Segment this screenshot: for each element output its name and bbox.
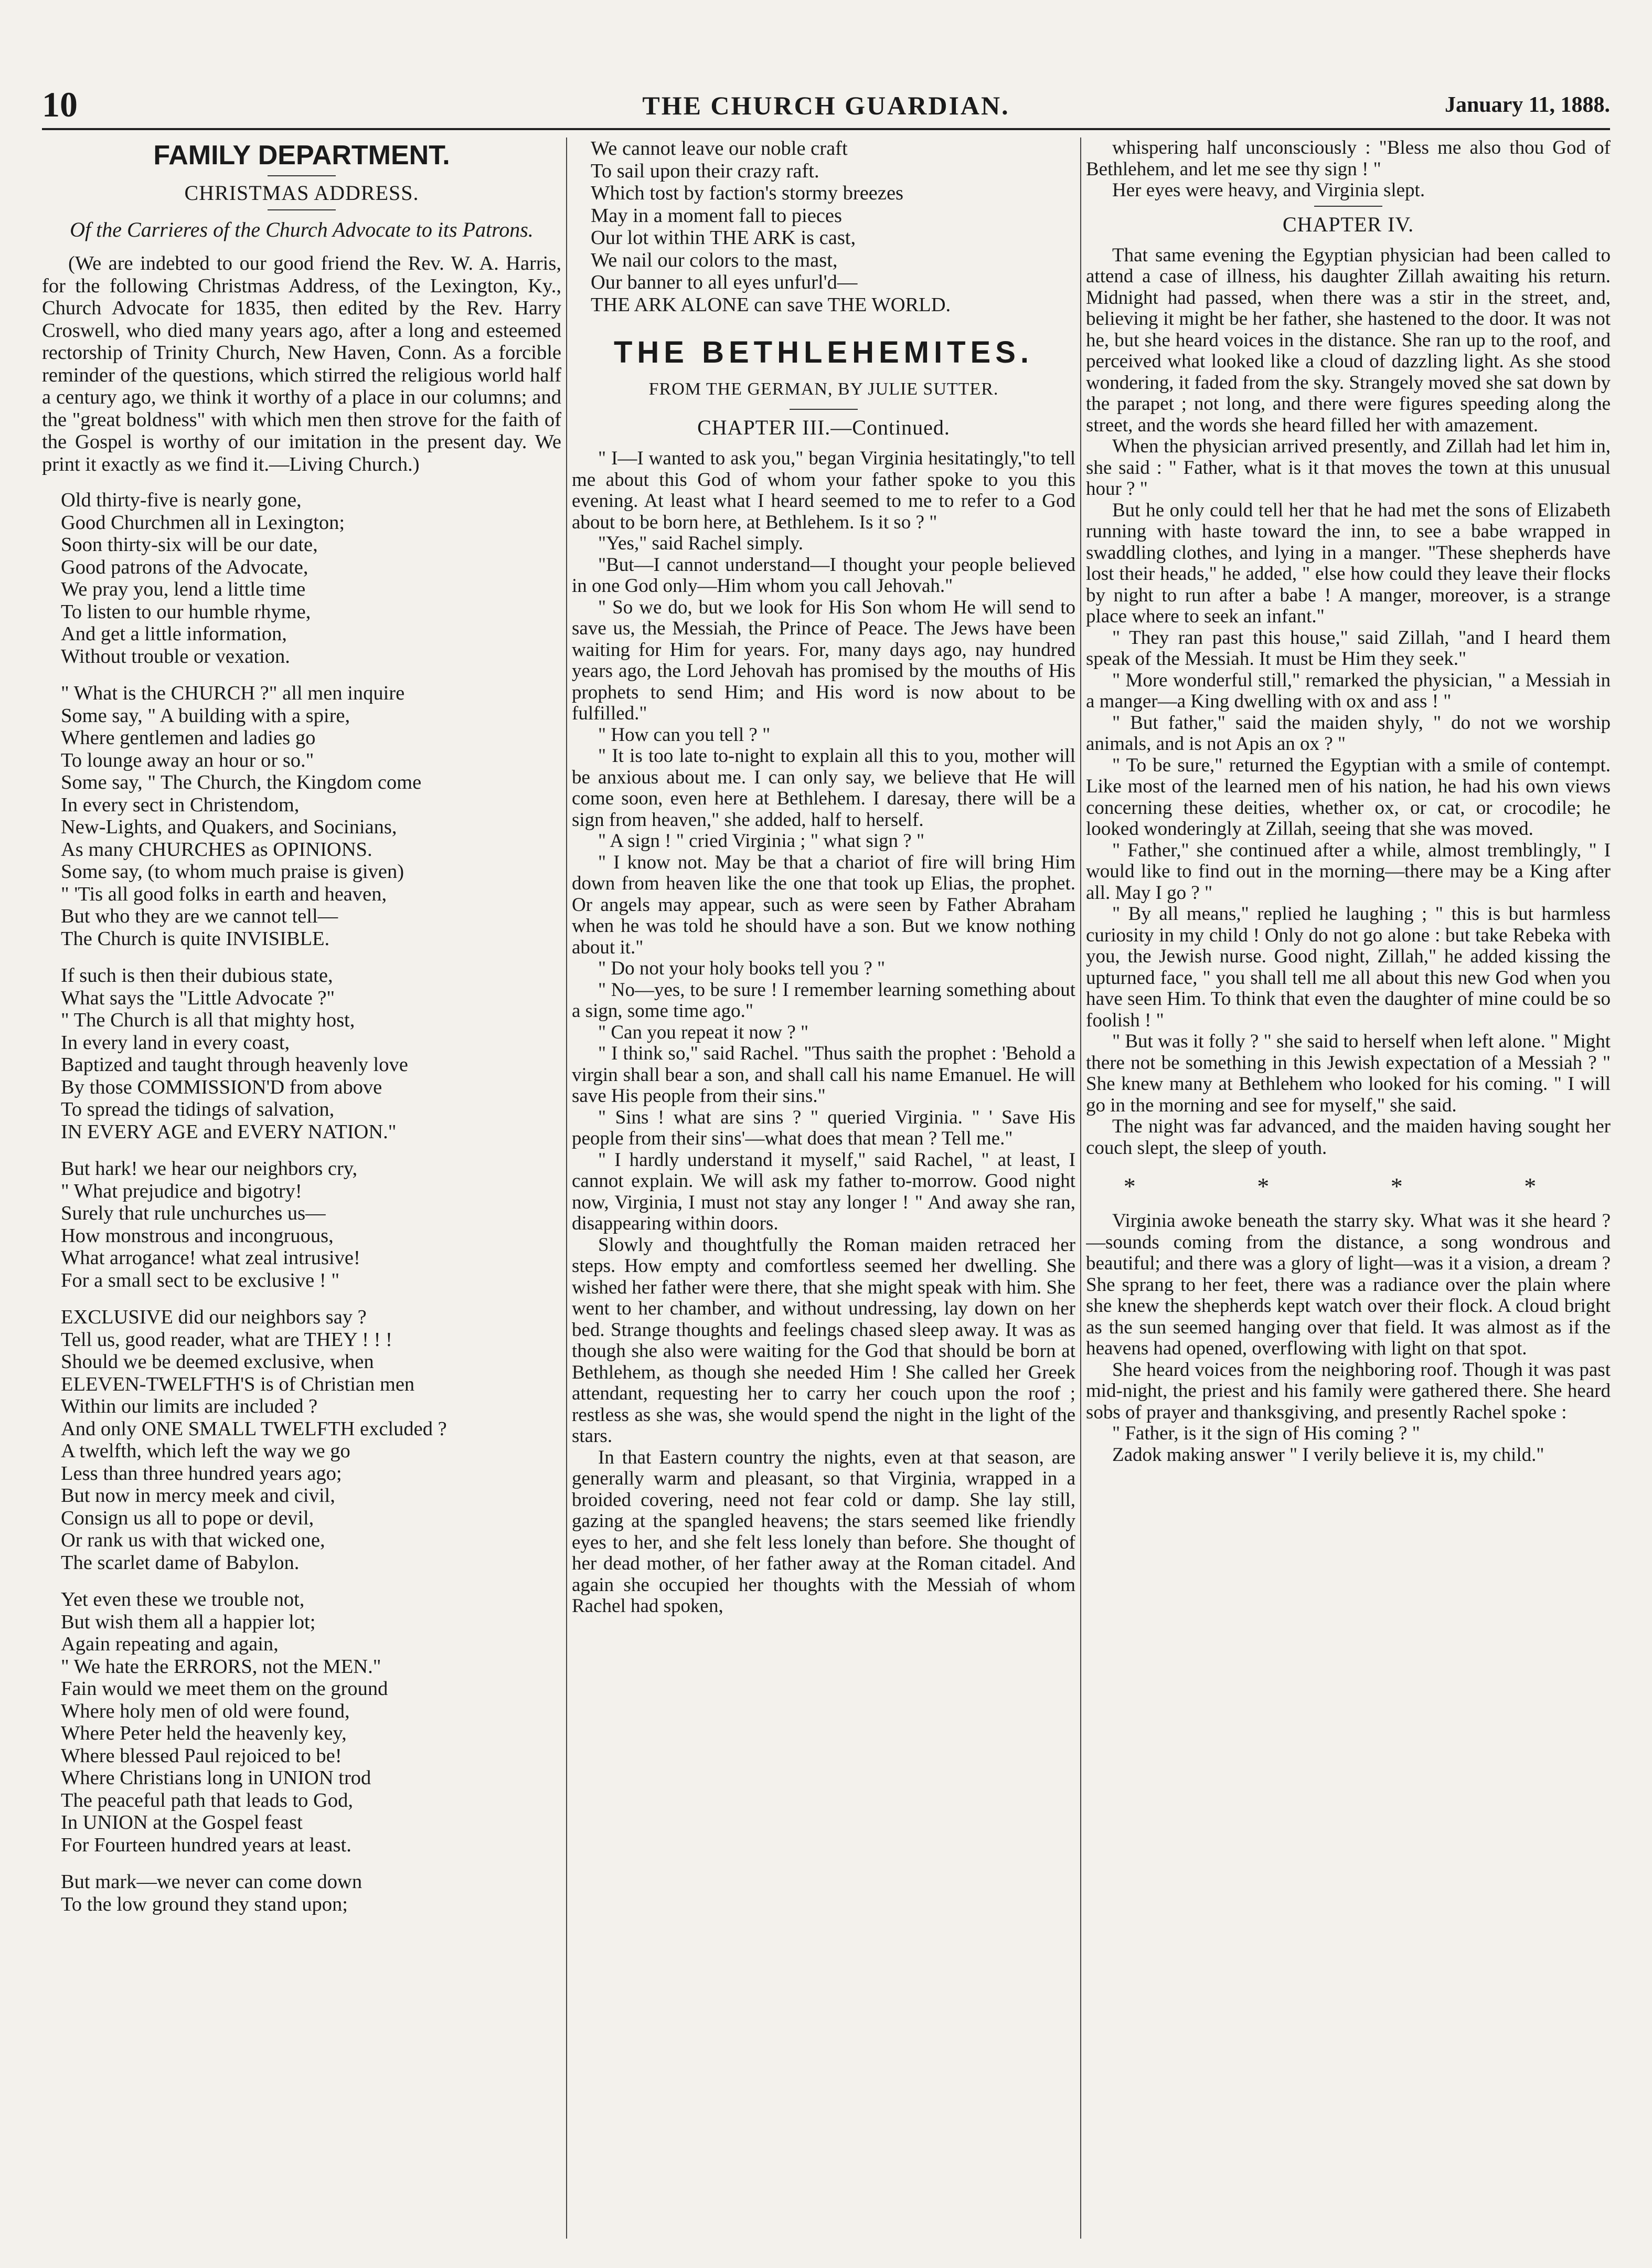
paragraph: " So we do, but we look for His Son whom He will send to save us, the Messiah, the Prince of Peace. The Jews have been waiting for Him for years. For, many days ago, nay hundred years ago, the Lord Jehovah has promised by the mouths of His prophets to send Him; and His word is now about to be fulfilled.": [572, 596, 1075, 724]
poem-line: Some say, " The Church, the Kingdom come: [61, 771, 422, 793]
paragraph: "Yes," said Rachel simply.: [598, 533, 803, 554]
paragraph: The night was far advanced, and the maiden having sought her couch slept, the sleep of youth.: [1086, 1116, 1611, 1159]
paragraph: " But father," said the maiden shyly, " do not we worship animals, and is not Apis an ox ? ": [1086, 712, 1611, 755]
poem-line: Where gentlemen and ladies go: [61, 727, 316, 749]
poem: [42, 489, 561, 1915]
story-text: [1086, 245, 1611, 1159]
article-heading: CHRISTMAS ADDRESS.: [184, 181, 419, 205]
paragraph: " Can you repeat it now ? ": [598, 1021, 809, 1043]
paragraph: In that Eastern country the nights, even at that season, are generally warm and pleasant, so that Virginia, wrapped in a broided covering, need not fear cold or damp. She lay still, gazing at the spangled heavens; the stars seemed like friendly eyes to her, and she felt less lonely than before. She thought of her dead mother, of her father away at the Roman citadel. And again she occupied her thoughts with the Messiah of whom Rachel had spoken,: [572, 1446, 1075, 1617]
paragraph: " No—yes, to be sure ! I remember learning something about a sign, some time ago.": [572, 979, 1075, 1022]
issue-date: January 11, 1888.: [1444, 93, 1610, 117]
story-text: [1086, 1211, 1611, 1466]
paragraph: " I hardly understand it myself," said Rachel, " at least, I cannot explain. We will ask my father to-morrow. Good night now, Virginia, I must not stay any longer ! " And away she ran, disappearing within doors.: [572, 1149, 1075, 1234]
paragraph: " How can you tell ? ": [598, 724, 771, 746]
poem-line: ELEVEN-TWELFTH'S is of Christian men: [61, 1373, 415, 1395]
poem-stanza: [42, 1588, 561, 1856]
poem-line: To lounge away an hour or so.": [61, 749, 314, 771]
poem-line: " The Church is all that mighty host,: [61, 1009, 355, 1031]
poem-line: For a small sect to be exclusive ! ": [61, 1269, 340, 1291]
chapter-heading: CHAPTER IV.: [1282, 212, 1414, 236]
poem-stanza: [42, 965, 561, 1143]
poem-line: " 'Tis all good folks in earth and heaven,: [61, 883, 387, 905]
poem-line: Where Christians long in UNION trod: [61, 1767, 371, 1789]
paragraph: She heard voices from the neighboring roof. Though it was past mid-night, the priest and his family were gathered there. She heard sobs of prayer and thanksgiving, and presently Rachel spoke :: [1086, 1359, 1611, 1423]
department-heading: FAMILY DEPARTMENT.: [153, 140, 450, 171]
paragraph: " A sign ! " cried Virginia ; " what sign ? ": [598, 830, 925, 852]
poem-line: How monstrous and incongruous,: [61, 1224, 334, 1247]
poem-line: But who they are we cannot tell—: [61, 905, 338, 927]
poem-line: What arrogance! what zeal intrusive!: [61, 1247, 360, 1269]
poem-line: We pray you, lend a little time: [61, 578, 306, 600]
poem-line: What says the "Little Advocate ?": [61, 987, 335, 1009]
paragraph: When the physician arrived presently, and Zillah had let him in, she said : " Father, what is it that moves the town at this unusual hour ? ": [1086, 436, 1611, 500]
paragraph: " By all means," replied he laughing ; " this is but harmless curiosity in my child ! Only do not go alone : but take Rebeka with you, the Jewish nurse. Good night, Zillah," he added kissing the upturned face, " you shall tell me all about this new God when you have seen Him. To think that even the daughter of mine could be so foolish ! ": [1086, 903, 1611, 1031]
paragraph: whispering half unconsciously : "Bless me also thou God of Bethlehem, and let me see thy sign ! ": [1086, 137, 1611, 180]
poem-line: Soon thirty-six will be our date,: [61, 534, 318, 556]
poem-line: Should we be deemed exclusive, when: [61, 1351, 374, 1373]
poem-line: And only ONE SMALL TWELFTH excluded ?: [61, 1417, 447, 1440]
poem-line: But mark—we never can come down: [61, 1871, 363, 1893]
paragraph: "But—I cannot understand—I thought your people believed in one God only—Him whom you call Jehovah.": [572, 554, 1075, 597]
masthead: [42, 84, 1610, 130]
poem-line: THE ARK ALONE can save THE WORLD.: [591, 293, 951, 316]
poem-line: Again repeating and again,: [61, 1633, 279, 1655]
paragraph: " Sins ! what are sins ? " queried Virginia. " ' Save His people from their sins'—what does that mean ? Tell me.": [572, 1106, 1075, 1149]
paragraph: " It is too late to-night to explain all this to you, mother will be anxious about me. I can only say, we believe that He will come soon, even here at Bethlehem. I daresay, there will be a sign from heaven," she added, half to herself.: [572, 745, 1075, 831]
poem-line: Which tost by faction's stormy breezes: [591, 182, 904, 204]
poem-line: Fain would we meet them on the ground: [61, 1678, 388, 1700]
poem-line: Surely that rule unchurches us—: [61, 1202, 326, 1224]
paragraph: Zadok making answer " I verily believe it is, my child.": [1112, 1444, 1544, 1466]
poem-line: Less than three hundred years ago;: [61, 1462, 342, 1485]
poem-stanza: [42, 489, 561, 667]
poem-line: And get a little information,: [61, 623, 287, 645]
story-text: [1086, 137, 1611, 202]
column-rule: [566, 137, 567, 2239]
poem-line: A twelfth, which left the way we go: [61, 1440, 350, 1462]
paragraph: That same evening the Egyptian physician had been called to attend a case of illness, his daughter Zillah awaiting his return. Midnight had passed, when there was a stir in the street, and, believing it might be her father, she hastened to the door. It was not he, but she heard voices in the distance. She ran up to the roof, and perceived what looked like a cloud of dazzling light. As she stood wondering, it faded from the sky. Strangely moved she sat down by the parapet ; not long, and there were figures speeding along the street, and the words she heard filled her with amazement.: [1086, 244, 1611, 436]
poem-stanza: [42, 682, 561, 950]
newspaper-title: THE CHURCH GUARDIAN.: [642, 91, 1010, 120]
paragraph: " Do not your holy books tell you ? ": [598, 958, 886, 979]
poem-line: In every land in every coast,: [61, 1031, 290, 1054]
chapter-heading: CHAPTER III.—Continued.: [697, 416, 950, 439]
poem-stanza: [42, 1158, 561, 1291]
poem-line: Good patrons of the Advocate,: [61, 556, 308, 578]
poem-line: Tell us, good reader, what are THEY ! ! !: [61, 1328, 392, 1351]
poem-line: Some say, (to whom much praise is given): [61, 861, 404, 883]
poem-line: For Fourteen hundred years at least.: [61, 1834, 351, 1856]
poem-line: EXCLUSIVE did our neighbors say ?: [61, 1306, 367, 1328]
poem-line: Without trouble or vexation.: [61, 645, 290, 667]
paragraph: " I think so," said Rachel. "Thus saith the prophet : 'Behold a virgin shall bear a son, and shall call his name Emanuel. He will save His people from their sins.": [572, 1043, 1075, 1107]
poem-line: Where blessed Paul rejoiced to be!: [61, 1744, 342, 1767]
paragraph: " I—I wanted to ask you," began Virginia hesitatingly,"to tell me about this God of whom your father spoke to you this evening. At least what I heard seemed to me to refer to a God about to be born here, at Bethlehem. Is it so ? ": [572, 448, 1075, 533]
poem-line: But now in mercy meek and civil,: [61, 1485, 335, 1507]
paragraph: But he only could tell her that he had met the sons of Elizabeth running with haste toward the inn, to see a babe wrapped in swaddling clothes, and lying in a manger. "These shepherds have lost their heads," he added, " else how could they leave their flocks by night to run after a babe ! A manger, moreover, is a strange place where to seek an infant.": [1086, 499, 1611, 627]
poem-line: If such is then their dubious state,: [61, 965, 333, 987]
column-rule: [1080, 137, 1081, 2239]
poem-line: Old thirty-five is nearly gone,: [61, 489, 302, 511]
poem-line: IN EVERY AGE and EVERY NATION.": [61, 1120, 397, 1143]
poem-line: To the low ground they stand upon;: [61, 1893, 348, 1915]
short-rule: [268, 209, 336, 210]
poem-line: " We hate the ERRORS, not the MEN.": [61, 1655, 381, 1678]
paragraph: " Father, is it the sign of His coming ? ": [1112, 1423, 1420, 1444]
story-byline: FROM THE GERMAN, BY JULIE SUTTER.: [648, 379, 999, 399]
short-rule: [790, 409, 858, 410]
column-1: [42, 137, 561, 2239]
paragraph: " More wonderful still," remarked the physician, " a Messiah in a manger—a King dwelling with ox and ass ! ": [1086, 669, 1611, 712]
article-intro: [42, 252, 561, 475]
poem-line: Good Churchmen all in Lexington;: [61, 511, 345, 534]
poem-stanza: [42, 1306, 561, 1574]
short-rule: [1314, 206, 1382, 207]
poem-stanza: [42, 1871, 561, 1915]
column-3: [1086, 137, 1611, 2239]
poem-line: Within our limits are included ?: [61, 1395, 318, 1417]
poem-line: Consign us all to pope or devil,: [61, 1507, 314, 1529]
section-break: * * * *: [1123, 1173, 1594, 1200]
paragraph: Slowly and thoughtfully the Roman maiden retraced her steps. How empty and comfortless seemed her dwelling. She wished her father were there, that she might speak with him. She went to her chamber, and without undressing, lay down on her bed. Strange thoughts and feelings chased sleep away. It was as though she also were waiting for the God that should be born at Bethlehem, as though she needed Him ! She called her Greek attendant, requesting her to carry her couch upon the roof ; restless as she was, she would spend the night in the light of the stars.: [572, 1234, 1075, 1447]
poem-line: Yet even these we trouble not,: [61, 1588, 305, 1610]
poem-line: The peaceful path that leads to God,: [61, 1789, 353, 1811]
poem-line: Or rank us with that wicked one,: [61, 1529, 325, 1551]
poem-line: The Church is quite INVISIBLE.: [61, 927, 330, 950]
poem-line: Our lot within THE ARK is cast,: [591, 227, 856, 249]
column-2: [572, 137, 1075, 2239]
poem-line: " What is the CHURCH ?" all men inquire: [61, 682, 405, 704]
poem-line: New-Lights, and Quakers, and Socinians,: [61, 816, 397, 838]
paragraph: " I know not. May be that a chariot of fire will bring Him down from heaven like the one that took up Elias, the prophet. Or angels may appear, such as were seen by Father Abraham when he was told he should have a son. But we know nothing about it.": [572, 851, 1075, 958]
poem-continued: [572, 137, 1075, 316]
poem-line: " What prejudice and bigotry!: [61, 1180, 302, 1202]
poem-line: May in a moment fall to pieces: [591, 204, 842, 227]
short-rule: [268, 175, 336, 176]
article-subheading: Of the Carrieres of the Church Advocate to its Patrons.: [70, 218, 534, 241]
paragraph: Her eyes were heavy, and Virginia slept.: [1112, 179, 1425, 201]
paragraph: " To be sure," returned the Egyptian with a smile of contempt. Like most of the learned men of his nation, he had his own views concerning these deities, whether ox, or cat, or crocodile; he looked wonderingly at Zillah, seeing that she was moved.: [1086, 754, 1611, 840]
poem-line: The scarlet dame of Babylon.: [61, 1551, 300, 1574]
poem-line: We nail our colors to the mast,: [591, 249, 838, 271]
poem-line: In UNION at the Gospel feast: [61, 1811, 303, 1834]
paragraph: Virginia awoke beneath the starry sky. What was it she heard ?—sounds coming from the distance, a song wondrous and beautiful; and there was a glory of light—was it a vision, a dream ? She sprang to her feet, there was a radiance over the plain where she knew the shepherds kept watch over their flock. A cloud bright as the sun seemed hanging over that field. It was almost as if the heavens had opened, overflowing with light on that spot.: [1086, 1210, 1611, 1359]
poem-line: In every sect in Christendom,: [61, 793, 300, 816]
story-text: [572, 448, 1075, 1617]
poem-line: To spread the tidings of salvation,: [61, 1098, 335, 1120]
poem-line: By those COMMISSION'D from above: [61, 1076, 382, 1098]
poem-line: Baptized and taught through heavenly love: [61, 1054, 408, 1076]
poem-line: Where Peter held the heavenly key,: [61, 1722, 347, 1744]
page-number: 10: [42, 84, 78, 124]
paragraph: " But was it folly ? " she said to herself when left alone. " Might there not be something in this Jewish expectation of a Messiah ? " She knew many at Bethlehem who looked for his coming. " I will go in the morning and see for myself," she said.: [1086, 1031, 1611, 1116]
paragraph: " They ran past this house," said Zillah, "and I heard them speak of the Messiah. It must be Him they seek.": [1086, 627, 1611, 670]
poem-line: Some say, " A building with a spire,: [61, 704, 350, 727]
poem-line: Our banner to all eyes unfurl'd—: [591, 271, 858, 293]
paragraph: " Father," she continued after a while, almost tremblingly, " I would like to find out in the morning—there may be a King after all. May I go ? ": [1086, 839, 1611, 904]
poem-line: Where holy men of old were found,: [61, 1700, 350, 1722]
story-title: THE BETHLEHEMITES.: [613, 335, 1034, 369]
poem-line: As many CHURCHES as OPINIONS.: [61, 838, 372, 861]
intro-paragraph: (We are indebted to our good friend the Rev. W. A. Harris, for the following Christmas Address, of the Lexington, Ky., Church Advocate for 1835, then edited by the Rev. Harry Croswell, who died many years ago, after a long and esteemed rectorship of Trinity Church, New Haven, Conn. As a forcible reminder of the questions, which stirred the religious world half a century ago, we think it worthy of a place in our columns; and the "great boldness" with which men then strove for the faith of the Gospel is worthy of our imitation in the present day. We print it exactly as we find it.—Living Church.): [42, 252, 561, 475]
poem-line: To listen to our humble rhyme,: [61, 600, 311, 623]
poem-line: To sail upon their crazy raft.: [591, 160, 819, 182]
poem-line: We cannot leave our noble craft: [591, 137, 848, 160]
poem-line: But hark! we hear our neighbors cry,: [61, 1158, 358, 1180]
poem-line: But wish them all a happier lot;: [61, 1610, 316, 1633]
